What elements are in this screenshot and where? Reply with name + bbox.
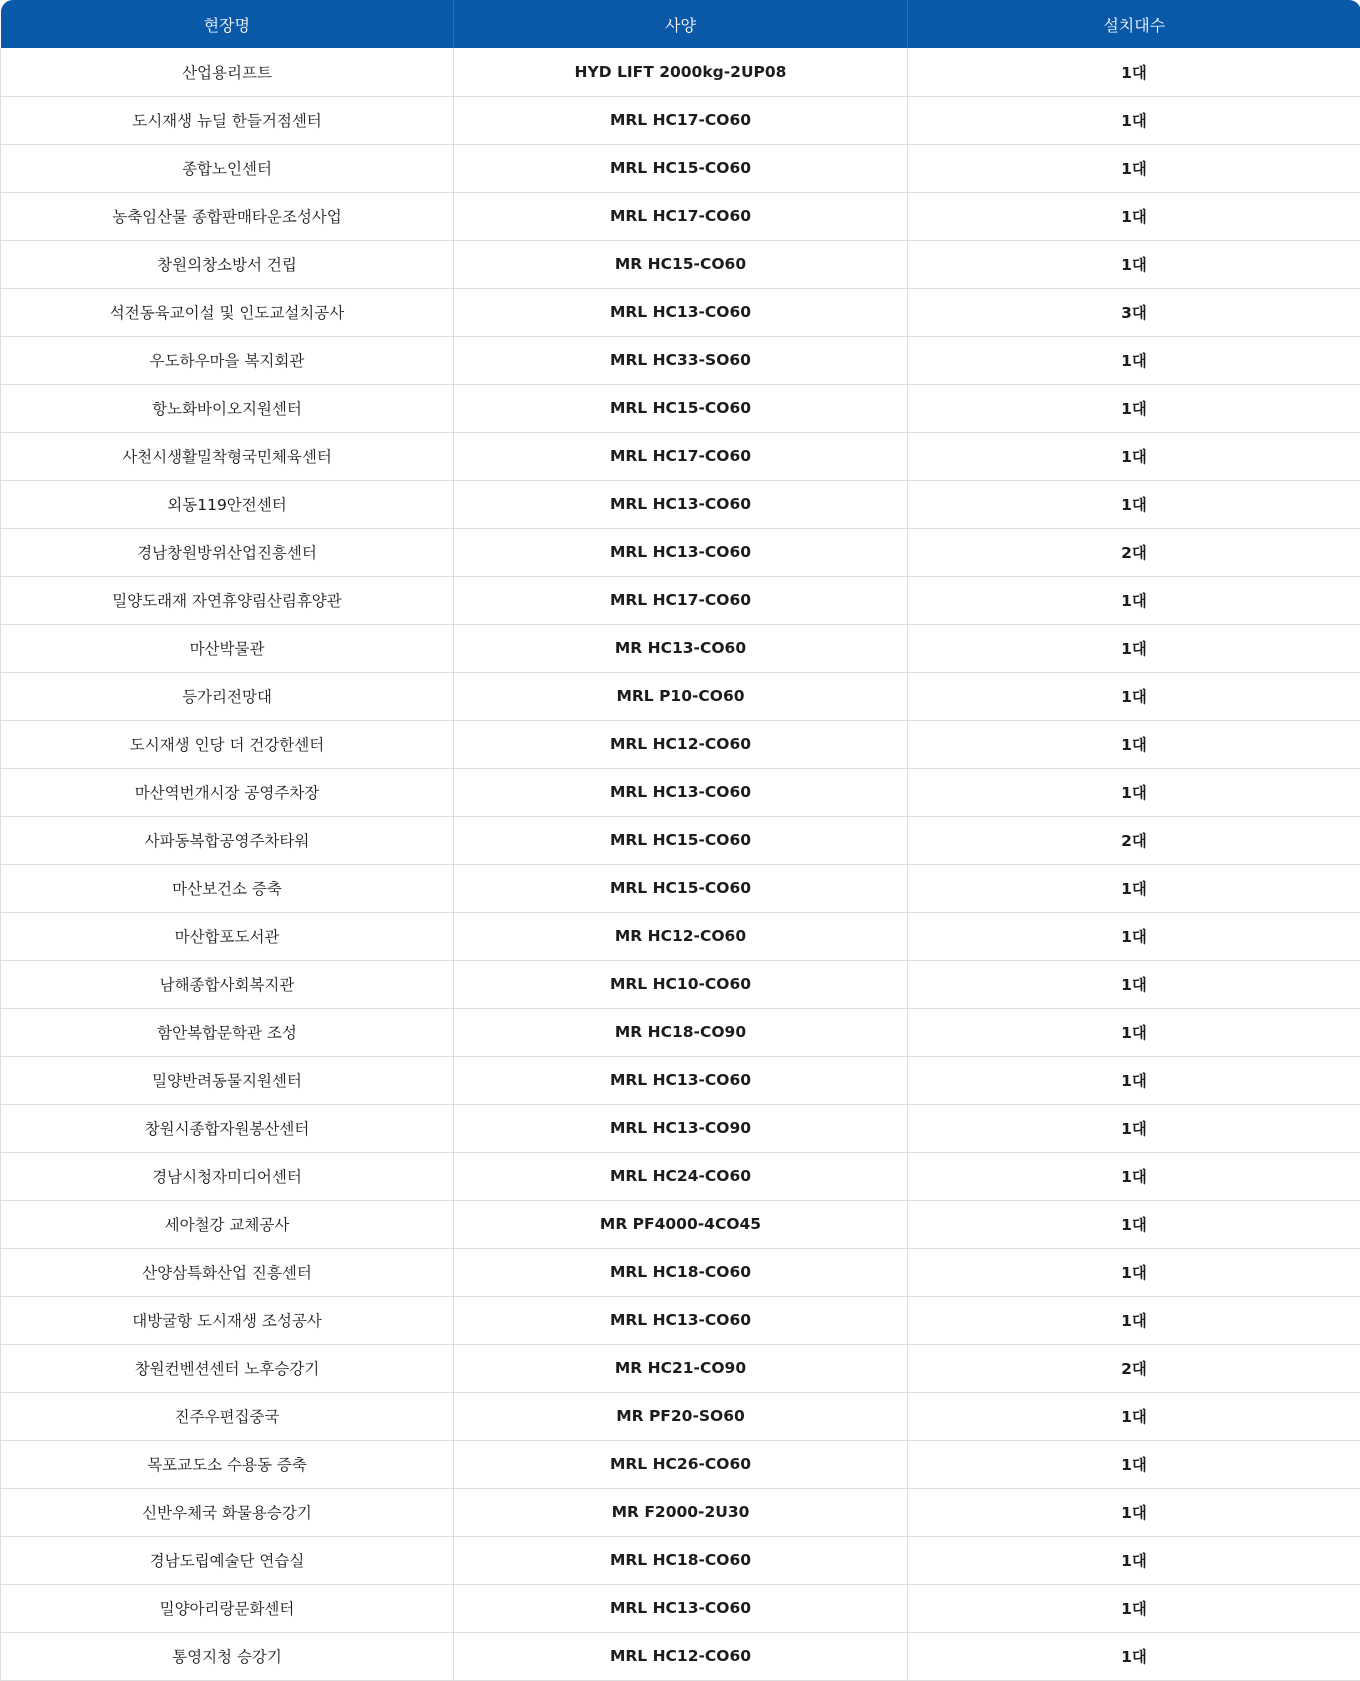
cell-site-name: 창원컨벤션센터 노후승강기 [1,1344,454,1392]
cell-spec: MR F2000-2U30 [454,1488,908,1536]
cell-quantity: 1대 [908,192,1360,240]
cell-site-name: 경남창원방위산업진흥센터 [1,528,454,576]
cell-quantity: 1대 [908,576,1360,624]
cell-site-name: 남해종합사회복지관 [1,960,454,1008]
cell-spec: MRL HC26-CO60 [454,1440,908,1488]
header-quantity: 설치대수 [908,0,1360,48]
cell-site-name: 농축임산물 종합판매타운조성사업 [1,192,454,240]
cell-quantity: 1대 [908,96,1360,144]
cell-spec: HYD LIFT 2000kg-2UP08 [454,48,908,96]
cell-site-name: 통영지청 승강기 [1,1632,454,1680]
cell-spec: MRL HC10-CO60 [454,960,908,1008]
table-row [1,384,1360,432]
cell-spec: MRL HC24-CO60 [454,1152,908,1200]
cell-site-name: 함안복합문학관 조성 [1,1008,454,1056]
cell-quantity: 2대 [908,1344,1360,1392]
cell-spec: MRL HC18-CO60 [454,1536,908,1584]
table-row [1,96,1360,144]
cell-quantity: 1대 [908,432,1360,480]
cell-spec: MRL P10-CO60 [454,672,908,720]
cell-spec: MRL HC33-SO60 [454,336,908,384]
cell-quantity: 1대 [908,48,1360,96]
cell-site-name: 도시재생 인당 더 건강한센터 [1,720,454,768]
cell-site-name: 목포교도소 수용동 증축 [1,1440,454,1488]
cell-quantity: 1대 [908,624,1360,672]
table-row [1,816,1360,864]
cell-spec: MRL HC13-CO60 [454,480,908,528]
cell-quantity: 1대 [908,720,1360,768]
cell-site-name: 밀양아리랑문화센터 [1,1584,454,1632]
header-row [1,0,1360,48]
cell-spec: MRL HC13-CO60 [454,1296,908,1344]
table-row [1,960,1360,1008]
cell-quantity: 1대 [908,1104,1360,1152]
cell-spec: MRL HC13-CO60 [454,288,908,336]
table-row [1,240,1360,288]
cell-spec: MRL HC15-CO60 [454,384,908,432]
cell-site-name: 창원시종합자원봉산센터 [1,1104,454,1152]
table-row [1,720,1360,768]
table-row [1,432,1360,480]
table-row [1,672,1360,720]
table-row [1,480,1360,528]
cell-site-name: 진주우편집중국 [1,1392,454,1440]
cell-spec: MR HC13-CO60 [454,624,908,672]
cell-quantity: 1대 [908,1200,1360,1248]
cell-spec: MR HC15-CO60 [454,240,908,288]
table-row [1,912,1360,960]
table-row [1,1248,1360,1296]
table-row [1,1440,1360,1488]
cell-quantity: 3대 [908,288,1360,336]
cell-spec: MRL HC13-CO60 [454,528,908,576]
cell-quantity: 1대 [908,672,1360,720]
cell-spec: MRL HC15-CO60 [454,816,908,864]
cell-site-name: 항노화바이오지원센터 [1,384,454,432]
cell-quantity: 1대 [908,1536,1360,1584]
cell-quantity: 1대 [908,336,1360,384]
cell-quantity: 1대 [908,912,1360,960]
table-row [1,1536,1360,1584]
table-row [1,1392,1360,1440]
table-row [1,1632,1360,1680]
cell-site-name: 사천시생활밀착형국민체육센터 [1,432,454,480]
cell-quantity: 1대 [908,1152,1360,1200]
cell-spec: MRL HC17-CO60 [454,96,908,144]
cell-site-name: 밀양도래재 자연휴양림산림휴양관 [1,576,454,624]
table-row [1,144,1360,192]
table-row [1,576,1360,624]
table-row [1,288,1360,336]
cell-site-name: 종합노인센터 [1,144,454,192]
cell-site-name: 도시재생 뉴딜 한들거점센터 [1,96,454,144]
cell-site-name: 사파동복합공영주차타워 [1,816,454,864]
cell-quantity: 1대 [908,1440,1360,1488]
table-row [1,1584,1360,1632]
cell-site-name: 경남도립예술단 연습실 [1,1536,454,1584]
cell-spec: MRL HC13-CO90 [454,1104,908,1152]
table-row [1,624,1360,672]
cell-quantity: 1대 [908,1584,1360,1632]
cell-quantity: 1대 [908,1392,1360,1440]
cell-site-name: 마산박물관 [1,624,454,672]
cell-quantity: 1대 [908,1632,1360,1680]
cell-spec: MRL HC17-CO60 [454,432,908,480]
table-row [1,1104,1360,1152]
cell-quantity: 2대 [908,528,1360,576]
cell-site-name: 창원의창소방서 건립 [1,240,454,288]
table-row [1,1008,1360,1056]
cell-site-name: 외동119안전센터 [1,480,454,528]
cell-spec: MR PF20-SO60 [454,1392,908,1440]
cell-site-name: 산양삼특화산업 진흥센터 [1,1248,454,1296]
cell-quantity: 1대 [908,144,1360,192]
header-site-name: 현장명 [1,0,454,48]
cell-quantity: 1대 [908,1248,1360,1296]
cell-spec: MRL HC17-CO60 [454,192,908,240]
cell-site-name: 대방굴항 도시재생 조성공사 [1,1296,454,1344]
cell-site-name: 경남시청자미디어센터 [1,1152,454,1200]
cell-site-name: 신반우체국 화물용승강기 [1,1488,454,1536]
table-row [1,1200,1360,1248]
cell-spec: MRL HC15-CO60 [454,144,908,192]
cell-spec: MRL HC13-CO60 [454,1584,908,1632]
table-row [1,1056,1360,1104]
header-spec: 사양 [454,0,908,48]
cell-site-name: 마산보건소 증축 [1,864,454,912]
table-row [1,1488,1360,1536]
table-row [1,48,1360,96]
cell-quantity: 1대 [908,1008,1360,1056]
cell-site-name: 석전동육교이설 및 인도교설치공사 [1,288,454,336]
cell-quantity: 1대 [908,864,1360,912]
table-body [1,48,1360,1680]
cell-quantity: 2대 [908,816,1360,864]
cell-quantity: 1대 [908,384,1360,432]
cell-quantity: 1대 [908,1488,1360,1536]
cell-spec: MRL HC17-CO60 [454,576,908,624]
cell-site-name: 우도하우마을 복지회관 [1,336,454,384]
cell-spec: MR HC21-CO90 [454,1344,908,1392]
cell-quantity: 1대 [908,960,1360,1008]
cell-quantity: 1대 [908,480,1360,528]
cell-spec: MRL HC13-CO60 [454,768,908,816]
cell-site-name: 마산합포도서관 [1,912,454,960]
table-row [1,864,1360,912]
cell-spec: MRL HC13-CO60 [454,1056,908,1104]
cell-quantity: 1대 [908,1056,1360,1104]
cell-spec: MRL HC12-CO60 [454,720,908,768]
cell-site-name: 등가리전망대 [1,672,454,720]
cell-quantity: 1대 [908,768,1360,816]
cell-site-name: 세아철강 교체공사 [1,1200,454,1248]
table-row [1,336,1360,384]
cell-spec: MRL HC18-CO60 [454,1248,908,1296]
table-row [1,1152,1360,1200]
table-header [1,0,1360,48]
cell-site-name: 밀양반려동물지원센터 [1,1056,454,1104]
cell-spec: MR HC18-CO90 [454,1008,908,1056]
cell-quantity: 1대 [908,240,1360,288]
cell-spec: MRL HC15-CO60 [454,864,908,912]
cell-quantity: 1대 [908,1296,1360,1344]
table-row [1,528,1360,576]
table-row [1,192,1360,240]
cell-site-name: 산업용리프트 [1,48,454,96]
cell-spec: MR HC12-CO60 [454,912,908,960]
table-row [1,1344,1360,1392]
table-row [1,768,1360,816]
cell-spec: MR PF4000-4CO45 [454,1200,908,1248]
cell-spec: MRL HC12-CO60 [454,1632,908,1680]
cell-site-name: 마산역번개시장 공영주차장 [1,768,454,816]
table-row [1,1296,1360,1344]
